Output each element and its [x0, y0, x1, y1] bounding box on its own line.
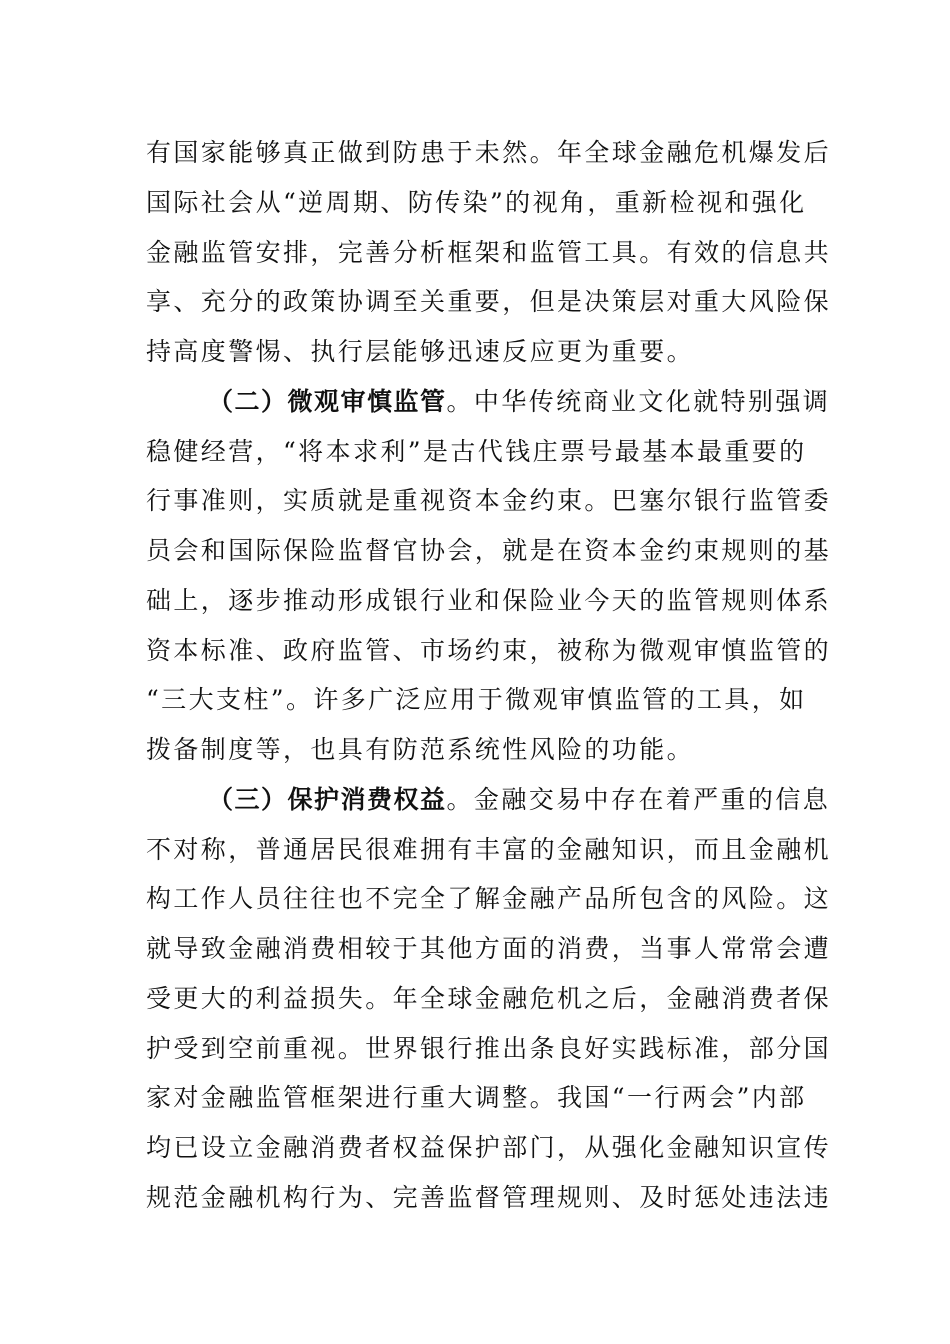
paragraph-line: 行事准则，实质就是重视资本金约束。巴塞尔银行监管委 — [146, 486, 832, 516]
paragraph-line: “三大支柱”。许多广泛应用于微观审慎监管的工具，如 — [146, 685, 807, 715]
paragraph-line: 金融监管安排，完善分析框架和监管工具。有效的信息共 — [146, 237, 832, 267]
paragraph-line: 资本标准、政府监管、市场约束，被称为微观审慎监管的 — [146, 635, 832, 665]
document-body — [146, 128, 832, 1223]
section-3-first-line-text: 。金融交易中存在着严重的信息 — [446, 784, 831, 814]
section-3-first-line — [146, 775, 831, 825]
paragraph-line: 享、充分的政策协调至关重要，但是决策层对重大风险保 — [146, 287, 832, 317]
paragraph-line: 持高度警惕、执行层能够迅速反应更为重要。 — [146, 337, 695, 366]
paragraph-line: 不对称，普通居民很难拥有丰富的金融知识，而且金融机 — [146, 834, 832, 864]
paragraph-line: 国际社会从“逆周期、防传染”的视角，重新检视和强化 — [146, 187, 807, 217]
paragraph-line: 构工作人员往往也不完全了解金融产品所包含的风险。这 — [146, 884, 832, 914]
paragraph-line: 护受到空前重视。世界银行推出条良好实践标准，部分国 — [146, 1033, 832, 1063]
paragraph-line: 有国家能够真正做到防患于未然。年全球金融危机爆发后 — [146, 138, 832, 167]
paragraph-line: 规范金融机构行为、完善监督管理规则、及时惩处违法违 — [146, 1182, 832, 1212]
paragraph-line: 家对金融监管框架进行重大调整。我国“一行两会”内部 — [146, 1083, 807, 1113]
paragraph-line: 受更大的利益损失。年全球金融危机之后，金融消费者保 — [146, 983, 832, 1013]
paragraph-line: 员会和国际保险监督官协会，就是在资本金约束规则的基 — [146, 536, 832, 565]
section-2-first-line — [146, 377, 831, 427]
section-3-heading: （三）保护消费权益 — [208, 784, 447, 814]
paragraph-line: 拨备制度等，也具有防范系统性风险的功能。 — [146, 735, 695, 764]
paragraph-line: 稳健经营，“将本求利”是古代钱庄票号最基本最重要的 — [146, 436, 807, 466]
section-2-first-line-text: 。中华传统商业文化就特别强调 — [446, 386, 831, 416]
paragraph-line: 均已设立金融消费者权益保护部门，从强化金融知识宣传 — [146, 1133, 832, 1162]
paragraph-line: 就导致金融消费相较于其他方面的消费，当事人常常会遭 — [146, 934, 832, 963]
section-2-heading: （二）微观审慎监管 — [208, 386, 447, 416]
paragraph-line: 础上，逐步推动形成银行业和保险业今天的监管规则体系 — [146, 585, 832, 615]
